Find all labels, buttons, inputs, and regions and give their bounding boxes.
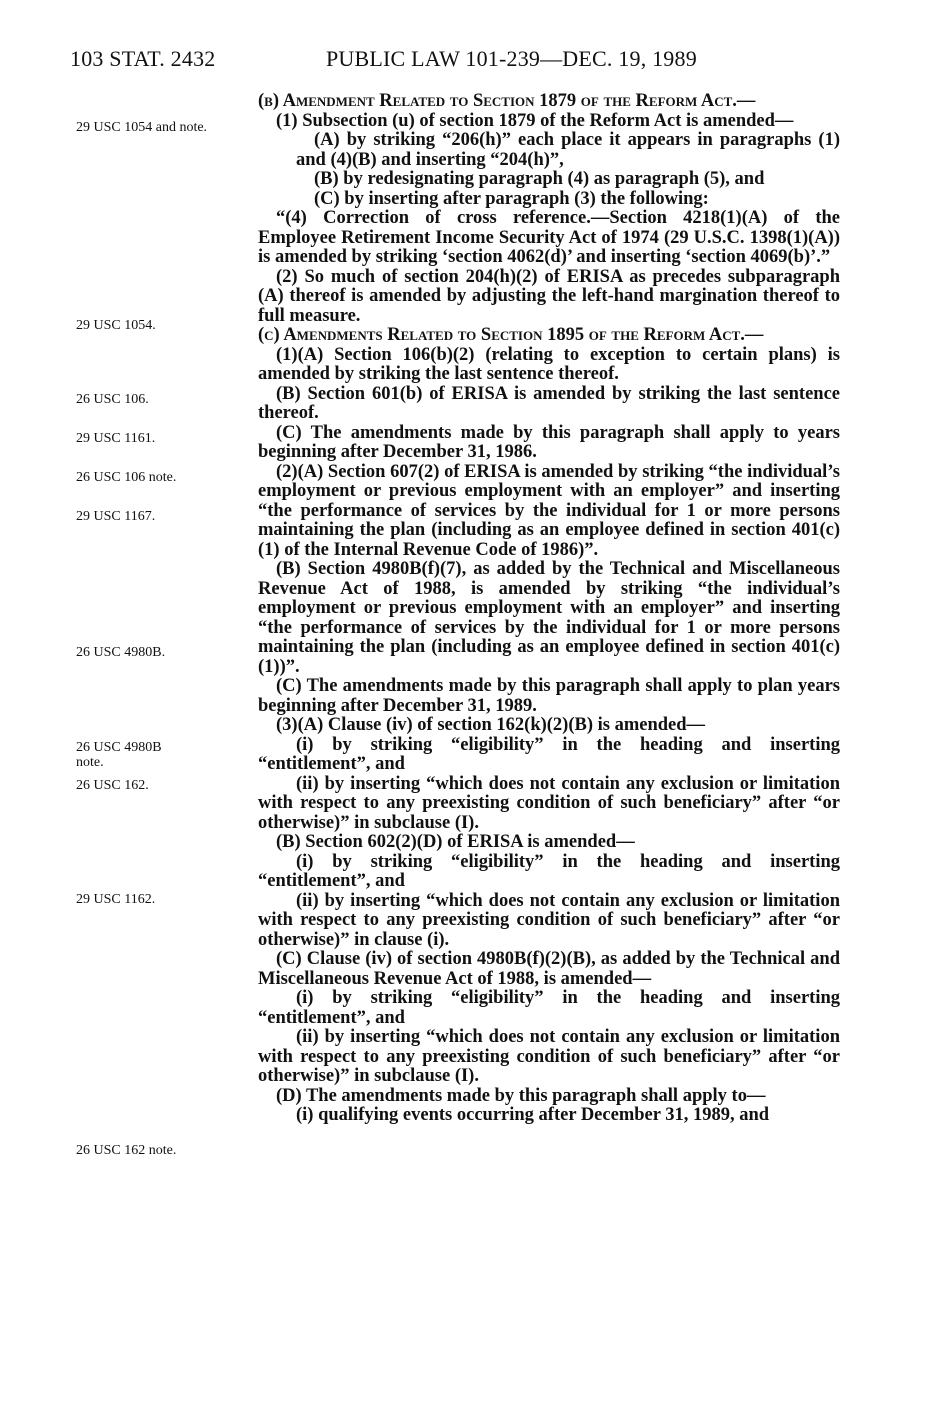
margin-note: 26 USC 4980B note. xyxy=(76,740,162,770)
paragraph: (C) The amendments made by this paragraph shall apply to years beginning after December 31, 1986. xyxy=(258,422,840,462)
page-title: PUBLIC LAW 101-239—DEC. 19, 1989 xyxy=(326,46,697,71)
clause: (i) by striking “eligibility” in the heading and inserting “entitlement”, and xyxy=(258,734,840,774)
clause: (i) by striking “eligibility” in the heading and inserting “entitlement”, and xyxy=(258,851,840,891)
paragraph: (1)(A) Section 106(b)(2) (relating to exception to certain plans) is amended by striking the last sentence thereof. xyxy=(258,344,840,384)
margin-note: 29 USC 1054. xyxy=(76,318,156,333)
margin-note: 29 USC 1167. xyxy=(76,509,156,524)
paragraph: (B) Section 4980B(f)(7), as added by the Technical and Miscellaneous Revenue Act of 1988, is amended by striking “the individual’s employment or previous employment with an employer” and inserting “the performance of services by the individual for 1 or more persons maintaining the plan (including as an employee defined in section 401(c)(1))”. xyxy=(258,559,840,677)
margin-note: 29 USC 1161. xyxy=(76,431,156,446)
paragraph: (C) Clause (iv) of section 4980B(f)(2)(B), as added by the Technical and Miscellaneous Revenue Act of 1988, is amended— xyxy=(258,949,840,989)
paragraph: (B) Section 601(b) of ERISA is amended by striking the last sentence thereof. xyxy=(258,383,840,423)
clause: (ii) by inserting “which does not contain any exclusion or limitation with respect to any preexisting condition of such beneficiary” after “or otherwise)” in subclause (I). xyxy=(258,773,840,833)
statute-body xyxy=(258,92,840,1126)
section-heading: (b) Amendment Related to Section 1879 of the Reform Act.— xyxy=(258,91,756,111)
margin-note: 26 USC 4980B. xyxy=(76,645,166,660)
clause: (i) qualifying events occurring after December 31, 1989, and xyxy=(296,1105,770,1125)
margin-note: 26 USC 106. xyxy=(76,392,149,407)
margin-note: 29 USC 1054 and note. xyxy=(76,120,208,135)
paragraph: (2)(A) Section 607(2) of ERISA is amended by striking “the individual’s employment or previous employment with an employer” and inserting “the performance of services by the individual for 1 or more persons maintaining the plan (including as an employee defined in section 401(c)(1) of the Internal Revenue Code of 1986)”. xyxy=(258,461,840,560)
margin-note: 26 USC 106 note. xyxy=(76,470,177,485)
margin-note: 29 USC 1162. xyxy=(76,892,156,907)
paragraph: (B) Section 602(2)(D) of ERISA is amended— xyxy=(276,832,635,852)
page-stat-number: 103 STAT. 2432 xyxy=(70,46,216,71)
clause: (ii) by inserting “which does not contain any exclusion or limitation with respect to any preexisting condition of such beneficiary” after “or otherwise)” in clause (i). xyxy=(258,890,840,950)
margin-note: 26 USC 162 note. xyxy=(76,1143,177,1158)
clause: (i) by striking “eligibility” in the heading and inserting “entitlement”, and xyxy=(258,988,840,1028)
subparagraph: (C) by inserting after paragraph (3) the following: xyxy=(314,188,709,209)
subparagraph: (B) by redesignating paragraph (4) as paragraph (5), and xyxy=(314,169,765,189)
subparagraph: (A) by striking “206(h)” each place it appears in paragraphs (1) and (4)(B) and inserting “204(h)”, xyxy=(296,130,840,170)
margin-note: 26 USC 162. xyxy=(76,778,149,793)
clause: (ii) by inserting “which does not contain any exclusion or limitation with respect to any preexisting condition of such beneficiary” after “or otherwise)” in subclause (I). xyxy=(258,1027,840,1086)
quoted-amendment: “(4) Correction of cross reference.—Section 4218(1)(A) of the Employee Retirement Income Security Act of 1974 (29 U.S.C. 1398(1)(A)) is amended by striking ‘section 4062(d)’ and inserting ‘section 4069(b)’.” xyxy=(258,208,840,267)
paragraph: (D) The amendments made by this paragraph shall apply to— xyxy=(276,1085,766,1106)
paragraph: (2) So much of section 204(h)(2) of ERISA as precedes subparagraph (A) thereof is amended by adjusting the left-hand margination thereof to full measure. xyxy=(258,266,840,326)
paragraph: (C) The amendments made by this paragraph shall apply to plan years beginning after December 31, 1989. xyxy=(258,676,840,716)
paragraph: (1) Subsection (u) of section 1879 of the Reform Act is amended— xyxy=(276,110,794,131)
paragraph: (3)(A) Clause (iv) of section 162(k)(2)(B) is amended— xyxy=(276,715,706,735)
section-heading: (c) Amendments Related to Section 1895 of the Reform Act.— xyxy=(258,325,764,345)
